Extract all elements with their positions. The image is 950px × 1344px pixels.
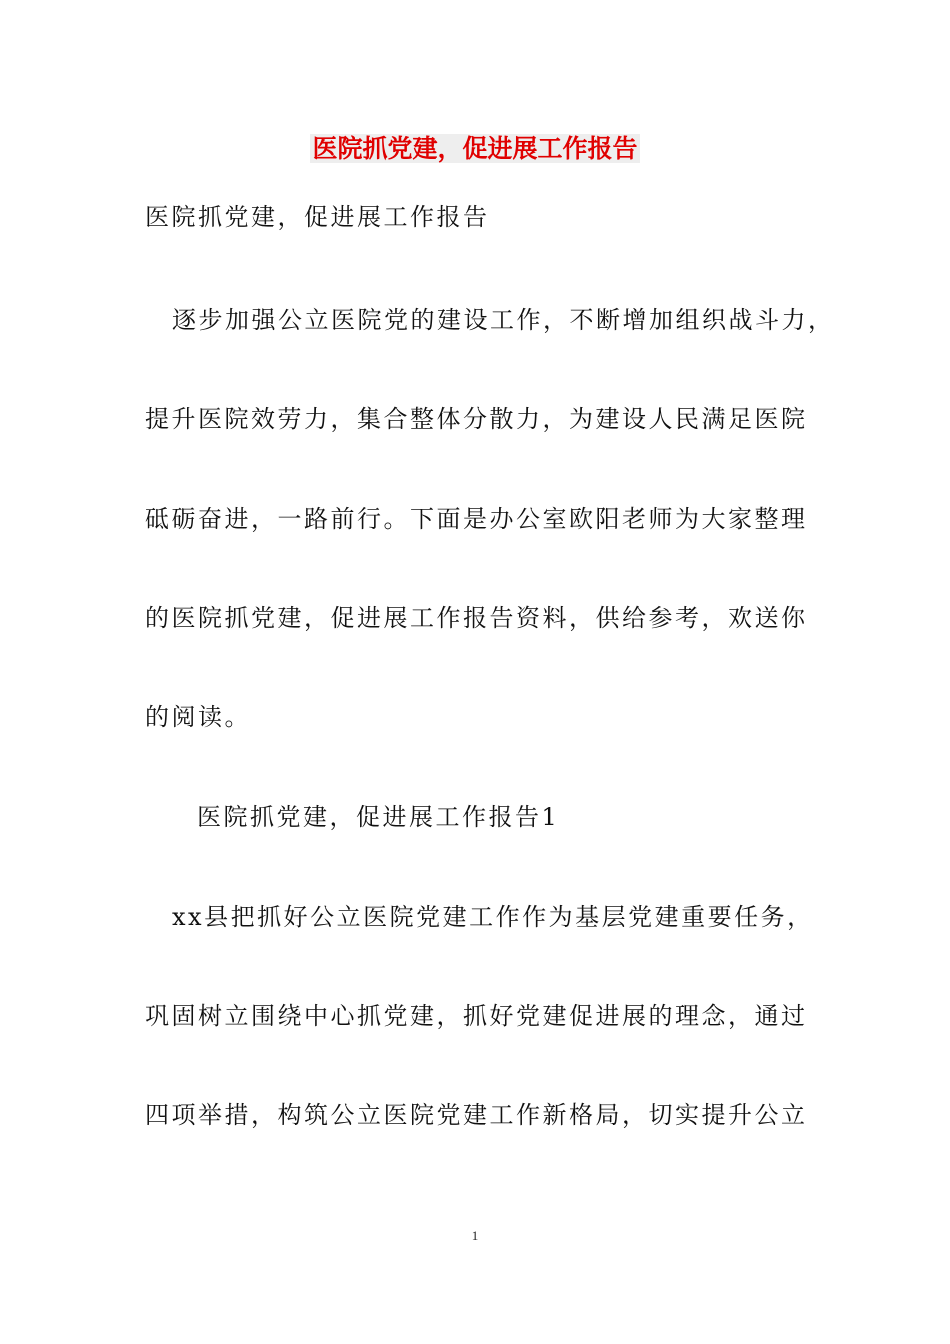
intro-line-2: 提升医院效劳力，集合整体分散力，为建设人民满足医院: [145, 405, 808, 433]
intro-line-3: 砥砺奋进，一路前行。下面是办公室欧阳老师为大家整理: [145, 505, 808, 533]
body-line-3: 四项举措，构筑公立医院党建工作新格局，切实提升公立: [145, 1101, 808, 1129]
document-title: [0, 132, 950, 166]
intro-line-5: 的阅读。: [145, 703, 251, 731]
intro-line-4: 的医院抓党建，促进展工作报告资料，供给参考，欢送你: [145, 604, 808, 632]
intro-line-1: 逐步加强公立医院党的建设工作，不断增加组织战斗力，: [172, 306, 835, 334]
page-number: 1: [471, 1228, 479, 1243]
body-line-1: xx县把抓好公立医院党建工作作为基层党建重要任务，: [172, 903, 814, 931]
document-title-text: 医院抓党建，促进展工作报告: [312, 134, 638, 163]
section-heading: 医院抓党建，促进展工作报告1: [197, 803, 560, 831]
body-line-2: 巩固树立围绕中心抓党建，抓好党建促进展的理念，通过: [145, 1002, 808, 1030]
document-subtitle: 医院抓党建，促进展工作报告: [145, 203, 490, 231]
